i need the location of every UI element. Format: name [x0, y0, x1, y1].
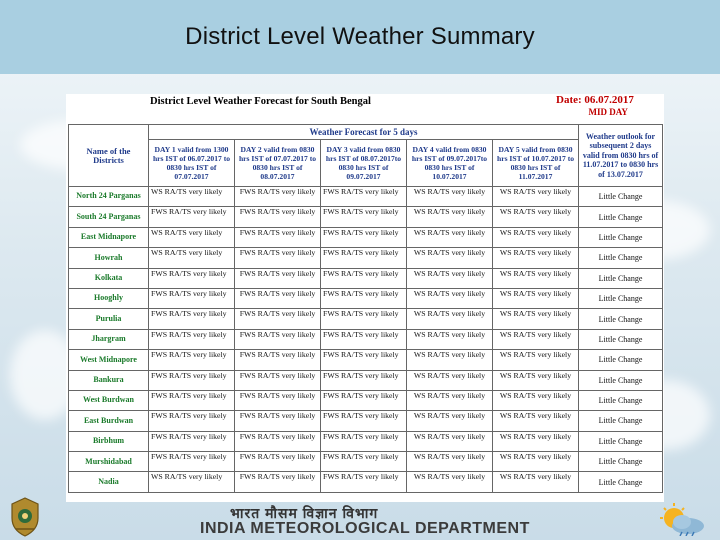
day-1-forecast: FWS RA/TS very likely — [149, 390, 235, 410]
day-1-forecast: FWS RA/TS very likely — [149, 411, 235, 431]
day-4-forecast: WS RA/TS very likely — [407, 288, 493, 308]
table-row — [69, 472, 663, 492]
table-row — [69, 411, 663, 431]
day-5-forecast: WS RA/TS very likely — [493, 227, 579, 247]
day-3-header: DAY 3 valid from 0830 hrs IST of 08.07.2017to 0830 hrs IST of 09.07.2017 — [321, 140, 407, 187]
district-name: Kolkata — [69, 268, 149, 288]
day-5-forecast: WS RA/TS very likely — [493, 288, 579, 308]
outlook-cell: Little Change — [579, 227, 663, 247]
day-4-forecast: WS RA/TS very likely — [407, 472, 493, 492]
day-5-forecast: WS RA/TS very likely — [493, 370, 579, 390]
day-2-forecast: FWS RA/TS very likely — [235, 309, 321, 329]
day-3-forecast: FWS RA/TS very likely — [321, 248, 407, 268]
day-3-forecast: FWS RA/TS very likely — [321, 370, 407, 390]
day-1-forecast: FWS RA/TS very likely — [149, 370, 235, 390]
day-1-forecast: FWS RA/TS very likely — [149, 329, 235, 349]
outlook-cell: Little Change — [579, 329, 663, 349]
outlook-cell: Little Change — [579, 452, 663, 472]
day-3-forecast: FWS RA/TS very likely — [321, 187, 407, 207]
day-5-forecast: WS RA/TS very likely — [493, 350, 579, 370]
day-4-forecast: WS RA/TS very likely — [407, 452, 493, 472]
day-3-forecast: FWS RA/TS very likely — [321, 329, 407, 349]
day-4-header: DAY 4 valid from 0830 hrs IST of 09.07.2017to 0830 hrs IST of 10.07.2017 — [407, 140, 493, 187]
day-1-forecast: WS RA/TS very likely — [149, 187, 235, 207]
day-1-forecast: FWS RA/TS very likely — [149, 288, 235, 308]
day-2-forecast: FWS RA/TS very likely — [235, 227, 321, 247]
footer-hindi-title: भारत मौसम विज्ञान विभाग — [230, 505, 379, 521]
day-1-header: DAY 1 valid from 1300 hrs IST of 06.07.2017 to 0830 hrs IST of 07.07.2017 — [149, 140, 235, 187]
outlook-cell: Little Change — [579, 390, 663, 410]
footer-dept-name: INDIA METEOROLOGICAL DEPARTMENT — [200, 520, 530, 537]
day-1-forecast: FWS RA/TS very likely — [149, 268, 235, 288]
sheet-date-block — [556, 94, 634, 118]
day-2-forecast: FWS RA/TS very likely — [235, 431, 321, 451]
five-day-header: Weather Forecast for 5 days — [149, 125, 579, 140]
day-4-forecast: WS RA/TS very likely — [407, 431, 493, 451]
district-name: Nadia — [69, 472, 149, 492]
day-5-forecast: WS RA/TS very likely — [493, 187, 579, 207]
table-row — [69, 431, 663, 451]
outlook-cell: Little Change — [579, 350, 663, 370]
day-2-forecast: FWS RA/TS very likely — [235, 268, 321, 288]
slide-title: District Level Weather Summary — [185, 23, 535, 50]
weather-sun-cloud-icon — [652, 502, 710, 536]
day-3-forecast: FWS RA/TS very likely — [321, 390, 407, 410]
day-5-forecast: WS RA/TS very likely — [493, 248, 579, 268]
sheet-date: Date: 06.07.2017 — [556, 94, 634, 106]
day-2-forecast: FWS RA/TS very likely — [235, 370, 321, 390]
district-name: Birbhum — [69, 431, 149, 451]
outlook-cell: Little Change — [579, 411, 663, 431]
day-1-forecast: WS RA/TS very likely — [149, 472, 235, 492]
imd-emblem-icon — [8, 496, 42, 538]
day-2-forecast: FWS RA/TS very likely — [235, 187, 321, 207]
day-4-forecast: WS RA/TS very likely — [407, 411, 493, 431]
sheet-time: MID DAY — [588, 107, 628, 117]
table-row — [69, 329, 663, 349]
day-5-forecast: WS RA/TS very likely — [493, 329, 579, 349]
district-name: West Burdwan — [69, 390, 149, 410]
district-column-header: Name of the Districts — [69, 125, 149, 187]
outlook-cell: Little Change — [579, 370, 663, 390]
table-row — [69, 370, 663, 390]
table-row — [69, 268, 663, 288]
day-3-forecast: FWS RA/TS very likely — [321, 227, 407, 247]
day-1-forecast: FWS RA/TS very likely — [149, 452, 235, 472]
day-3-forecast: FWS RA/TS very likely — [321, 350, 407, 370]
day-2-forecast: FWS RA/TS very likely — [235, 411, 321, 431]
day-4-forecast: WS RA/TS very likely — [407, 390, 493, 410]
outlook-column-header: Weather outlook for subsequent 2 days valid from 0830 hrs of 11.07.2017 to 0830 hrs of 13.07.2017 — [579, 125, 663, 187]
day-5-header: DAY 5 valid from 0830 hrs IST of 10.07.2017 to 0830 hrs IST of 11.07.2017 — [493, 140, 579, 187]
outlook-cell: Little Change — [579, 207, 663, 227]
day-3-forecast: FWS RA/TS very likely — [321, 207, 407, 227]
day-5-forecast: WS RA/TS very likely — [493, 390, 579, 410]
day-3-forecast: FWS RA/TS very likely — [321, 411, 407, 431]
day-1-forecast: WS RA/TS very likely — [149, 248, 235, 268]
day-5-forecast: WS RA/TS very likely — [493, 268, 579, 288]
day-2-forecast: FWS RA/TS very likely — [235, 350, 321, 370]
sheet-title: District Level Weather Forecast for South Bengal — [150, 96, 371, 107]
district-name: Bankura — [69, 370, 149, 390]
day-5-forecast: WS RA/TS very likely — [493, 411, 579, 431]
day-2-header: DAY 2 valid from 0830 hrs IST of 07.07.2017 to 0830 hrs IST of 08.07.2017 — [235, 140, 321, 187]
table-row — [69, 309, 663, 329]
outlook-cell: Little Change — [579, 472, 663, 492]
district-name: East Midnapore — [69, 227, 149, 247]
outlook-cell: Little Change — [579, 268, 663, 288]
table-row — [69, 187, 663, 207]
day-4-forecast: WS RA/TS very likely — [407, 309, 493, 329]
table-row — [69, 248, 663, 268]
district-name: Murshidabad — [69, 452, 149, 472]
outlook-cell: Little Change — [579, 187, 663, 207]
day-3-forecast: FWS RA/TS very likely — [321, 288, 407, 308]
day-2-forecast: FWS RA/TS very likely — [235, 329, 321, 349]
day-1-forecast: FWS RA/TS very likely — [149, 207, 235, 227]
day-2-forecast: FWS RA/TS very likely — [235, 207, 321, 227]
day-4-forecast: WS RA/TS very likely — [407, 187, 493, 207]
day-4-forecast: WS RA/TS very likely — [407, 207, 493, 227]
day-2-forecast: FWS RA/TS very likely — [235, 452, 321, 472]
day-4-forecast: WS RA/TS very likely — [407, 370, 493, 390]
day-2-forecast: FWS RA/TS very likely — [235, 390, 321, 410]
day-4-forecast: WS RA/TS very likely — [407, 268, 493, 288]
table-row — [69, 350, 663, 370]
day-3-forecast: FWS RA/TS very likely — [321, 309, 407, 329]
day-2-forecast: FWS RA/TS very likely — [235, 472, 321, 492]
table-row — [69, 452, 663, 472]
day-3-forecast: FWS RA/TS very likely — [321, 431, 407, 451]
table-row — [69, 390, 663, 410]
table-row — [69, 207, 663, 227]
district-name: West Midnapore — [69, 350, 149, 370]
outlook-cell: Little Change — [579, 309, 663, 329]
day-3-forecast: FWS RA/TS very likely — [321, 268, 407, 288]
district-name: Jhargram — [69, 329, 149, 349]
forecast-table — [68, 124, 663, 493]
day-2-forecast: FWS RA/TS very likely — [235, 288, 321, 308]
day-5-forecast: WS RA/TS very likely — [493, 472, 579, 492]
day-3-forecast: FWS RA/TS very likely — [321, 452, 407, 472]
day-4-forecast: WS RA/TS very likely — [407, 329, 493, 349]
district-name: Hooghly — [69, 288, 149, 308]
day-1-forecast: WS RA/TS very likely — [149, 227, 235, 247]
day-5-forecast: WS RA/TS very likely — [493, 431, 579, 451]
day-4-forecast: WS RA/TS very likely — [407, 227, 493, 247]
day-4-forecast: WS RA/TS very likely — [407, 350, 493, 370]
day-2-forecast: FWS RA/TS very likely — [235, 248, 321, 268]
day-header-row — [69, 140, 663, 187]
day-5-forecast: WS RA/TS very likely — [493, 309, 579, 329]
district-name: South 24 Parganas — [69, 207, 149, 227]
day-1-forecast: FWS RA/TS very likely — [149, 350, 235, 370]
day-3-forecast: FWS RA/TS very likely — [321, 472, 407, 492]
table-row — [69, 227, 663, 247]
day-4-forecast: WS RA/TS very likely — [407, 248, 493, 268]
forecast-body — [69, 187, 663, 493]
district-name: North 24 Parganas — [69, 187, 149, 207]
outlook-cell: Little Change — [579, 248, 663, 268]
outlook-cell: Little Change — [579, 431, 663, 451]
day-5-forecast: WS RA/TS very likely — [493, 452, 579, 472]
day-1-forecast: FWS RA/TS very likely — [149, 309, 235, 329]
table-row — [69, 288, 663, 308]
day-5-forecast: WS RA/TS very likely — [493, 207, 579, 227]
outlook-cell: Little Change — [579, 288, 663, 308]
day-1-forecast: FWS RA/TS very likely — [149, 431, 235, 451]
district-name: Purulia — [69, 309, 149, 329]
district-name: East Burdwan — [69, 411, 149, 431]
slide-title-bar — [0, 0, 720, 74]
district-name: Howrah — [69, 248, 149, 268]
